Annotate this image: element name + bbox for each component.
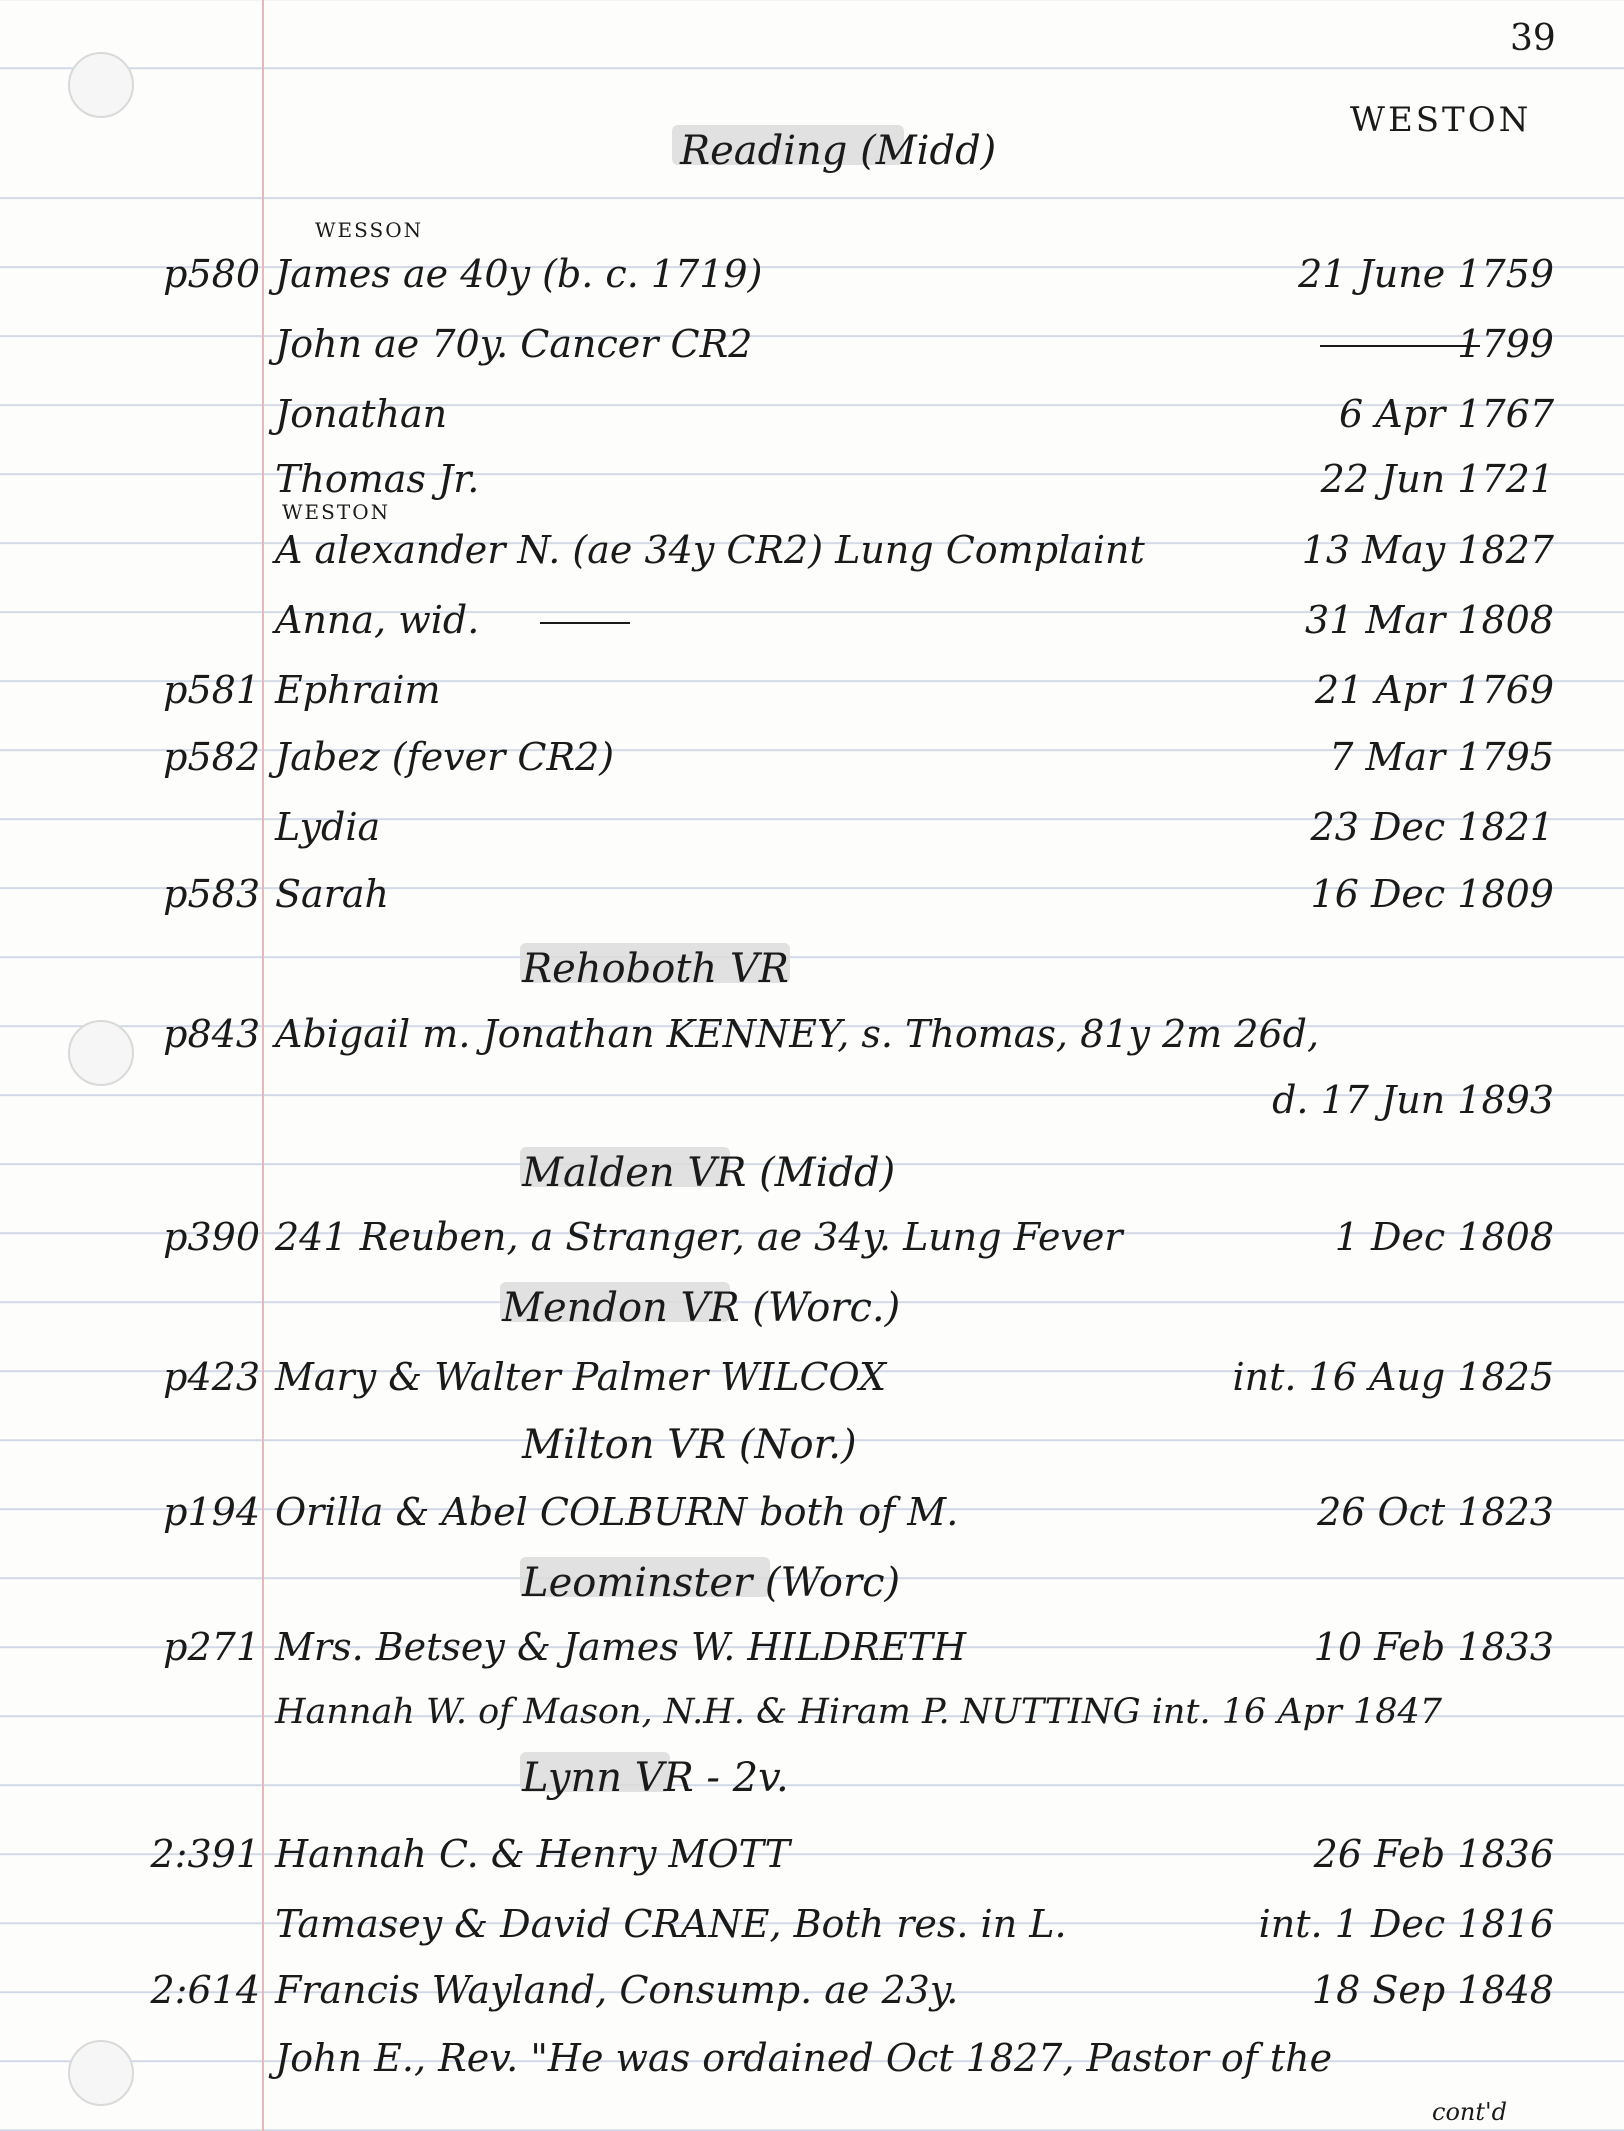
section-heading-rehoboth: Rehoboth VR <box>522 946 789 992</box>
entry-page-ref: p580 <box>163 252 260 296</box>
section-heading-mendon: Mendon VR (Worc.) <box>502 1285 901 1331</box>
entry-date: 10 Feb 1833 <box>1313 1625 1554 1669</box>
entry-name: Jonathan <box>275 392 448 436</box>
entry-date: 23 Dec 1821 <box>1310 805 1554 849</box>
entry-date: 6 Apr 1767 <box>1339 392 1554 436</box>
entry-name: A alexander N. (ae 34y CR2) Lung Complaint <box>275 528 1145 572</box>
entry-date: 22 Jun 1721 <box>1320 457 1554 501</box>
entry-name: John ae 70y. Cancer CR2 <box>275 322 753 366</box>
entry-page-ref: p423 <box>163 1355 260 1399</box>
entry-name: Abigail m. Jonathan KENNEY, s. Thomas, 81y 2m 26d, <box>275 1012 1320 1056</box>
continued-note: cont'd <box>1432 2098 1507 2126</box>
entry-name: Jabez (fever CR2) <box>275 735 615 779</box>
date-unknown-dash <box>1320 345 1480 347</box>
entry-superscript: WESSON <box>315 218 424 242</box>
section-heading-milton: Milton VR (Nor.) <box>522 1422 857 1468</box>
section-heading-malden: Malden VR (Midd) <box>522 1150 896 1196</box>
entry-name: James ae 40y (b. c. 1719) <box>275 252 763 296</box>
entry-date: 16 Dec 1809 <box>1310 872 1554 916</box>
entry-date: 26 Feb 1836 <box>1313 1832 1554 1876</box>
entry-name: Lydia <box>275 805 381 849</box>
entry-page-ref: p390 <box>163 1215 260 1259</box>
entry-name: Hannah C. & Henry MOTT <box>275 1832 791 1876</box>
entry-date: 31 Mar 1808 <box>1305 598 1554 642</box>
entry-name: Tamasey & David CRANE, Both res. in L. <box>275 1902 1067 1946</box>
entry-date: int. 1 Dec 1816 <box>1258 1902 1554 1946</box>
entry-date: int. 16 Aug 1825 <box>1232 1355 1554 1399</box>
entry-page-ref: p271 <box>163 1625 260 1669</box>
entry-name: Sarah <box>275 872 389 916</box>
entry-page-ref: p843 <box>163 1012 260 1056</box>
entry-date: 26 Oct 1823 <box>1317 1490 1554 1534</box>
entry-name: Mary & Walter Palmer WILCOX <box>275 1355 887 1399</box>
entry-name: Hannah W. of Mason, N.H. & Hiram P. NUTTING int. 16 Apr 1847 <box>275 1692 1443 1732</box>
entry-name: Thomas Jr. <box>275 457 480 501</box>
entry-name: John E., Rev. "He was ordained Oct 1827, Pastor of the <box>275 2036 1333 2080</box>
entry-date: 7 Mar 1795 <box>1329 735 1554 779</box>
entry-date: d. 17 Jun 1893 <box>1272 1078 1554 1122</box>
blank-dash <box>540 622 630 624</box>
entry-page-ref: p583 <box>163 872 260 916</box>
entry-name: Mrs. Betsey & James W. HILDRETH <box>275 1625 967 1669</box>
entry-page-ref: 2:391 <box>150 1832 260 1876</box>
entry-date: 18 Sep 1848 <box>1311 1968 1554 2012</box>
entry-page-ref: p581 <box>163 668 260 712</box>
entry-name: Anna, wid. <box>275 598 480 642</box>
entry-name: 241 Reuben, a Stranger, ae 34y. Lung Fever <box>275 1215 1123 1259</box>
entry-date: 1 Dec 1808 <box>1334 1215 1554 1259</box>
surname-heading: WESTON <box>1350 100 1532 140</box>
margin-rule <box>262 0 264 2131</box>
punch-hole-bottom <box>68 2040 134 2106</box>
punch-hole-middle <box>68 1020 134 1086</box>
entry-superscript: WESTON <box>282 500 391 524</box>
section-heading-lynn: Lynn VR - 2v. <box>522 1755 789 1801</box>
entry-name: Ephraim <box>275 668 441 712</box>
entry-date: 13 May 1827 <box>1301 528 1554 572</box>
entry-date: 21 Apr 1769 <box>1314 668 1554 712</box>
entry-date: 21 June 1759 <box>1298 252 1554 296</box>
page-number: 39 <box>1510 18 1556 59</box>
entry-name: Orilla & Abel COLBURN both of M. <box>275 1490 959 1534</box>
section-heading-reading: Reading (Midd) <box>680 128 997 174</box>
entry-page-ref: p194 <box>163 1490 260 1534</box>
entry-date: 1799 <box>1457 322 1554 366</box>
entry-name: Francis Wayland, Consump. ae 23y. <box>275 1968 959 2012</box>
punch-hole-top <box>68 52 134 118</box>
section-heading-leominster: Leominster (Worc) <box>522 1560 901 1606</box>
entry-page-ref: 2:614 <box>150 1968 260 2012</box>
entry-page-ref: p582 <box>163 735 260 779</box>
